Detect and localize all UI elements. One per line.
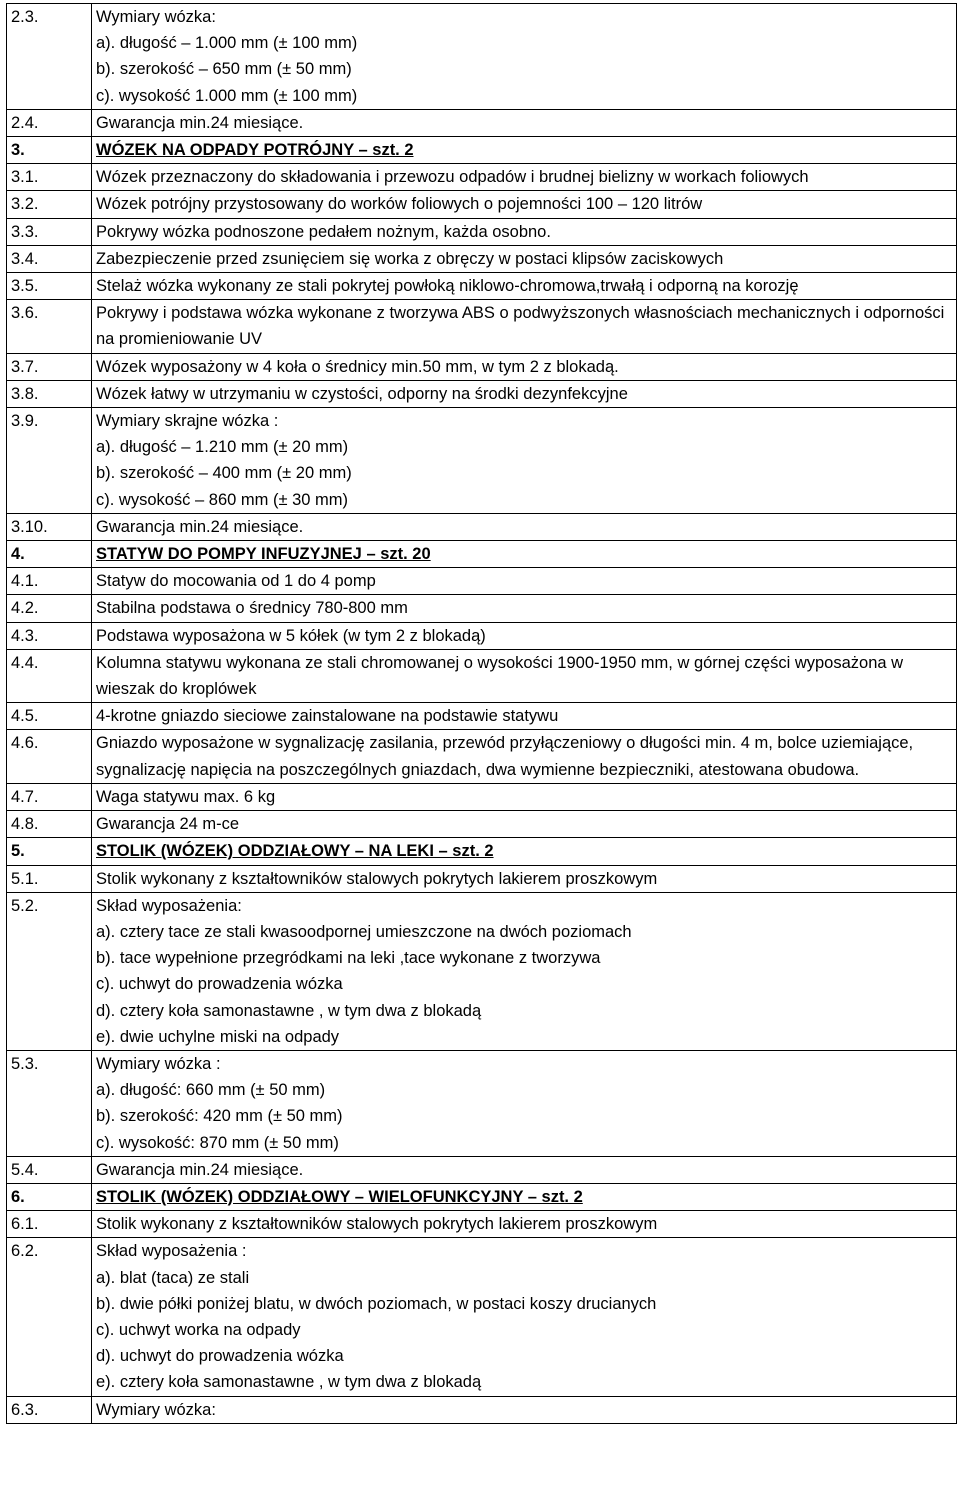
item-description: Kolumna statywu wykonana ze stali chromowanej o wysokości 1900-1950 mm, w górnej części wyposażona w wieszak do kroplówek [92,649,957,702]
item-number: 2.3. [7,4,92,110]
spec-row [7,164,957,191]
item-number: 4.1. [7,568,92,595]
item-number: 4.2. [7,595,92,622]
item-number: 4.4. [7,649,92,702]
spec-row [7,703,957,730]
item-number: 4.5. [7,703,92,730]
item-description: Wózek przeznaczony do składowania i przewozu odpadów i brudnej bielizny w workach foliowych [92,164,957,191]
item-description: Wymiary wózka: [92,1396,957,1423]
spec-row [7,408,957,514]
spec-row [7,1396,957,1423]
spec-row [7,783,957,810]
item-description: Gwarancja min.24 miesiące. [92,513,957,540]
section-title: STOLIK (WÓZEK) ODDZIAŁOWY – NA LEKI – szt. 2 [92,838,957,865]
item-number: 3.2. [7,191,92,218]
spec-row [7,191,957,218]
item-description: Gwarancja min.24 miesiące. [92,1156,957,1183]
item-description: Skład wyposażenia : a). blat (taca) ze stali b). dwie półki poniżej blatu, w dwóch poziomach, w postaci koszy drucianych c). uchwyt worka na odpady d). uchwyt do prowadzenia wózka e). cztery koła samonastawne , w tym dwa z blokadą [92,1238,957,1396]
section-title: STATYW DO POMPY INFUZYJNEJ – szt. 20 [92,541,957,568]
item-number: 4. [7,541,92,568]
spec-row [7,1211,957,1238]
spec-row [7,811,957,838]
spec-row [7,622,957,649]
spec-row [7,892,957,1050]
item-number: 3.6. [7,300,92,353]
item-number: 3.8. [7,380,92,407]
item-description: Gniazdo wyposażone w sygnalizację zasilania, przewód przyłączeniowy o długości min. 4 m, bolce uziemiające, sygnalizację napięcia na poszczególnych gniazdach, dwa wymienne bezpieczniki, atestowana obudowa. [92,730,957,783]
item-number: 3.1. [7,164,92,191]
item-number: 5.2. [7,892,92,1050]
item-description: 4-krotne gniazdo sieciowe zainstalowane na podstawie statywu [92,703,957,730]
spec-row [7,109,957,136]
section-header-row [7,1183,957,1210]
spec-row [7,380,957,407]
spec-row [7,300,957,353]
item-description: Wózek potrójny przystosowany do worków foliowych o pojemności 100 – 120 litrów [92,191,957,218]
section-header-row [7,137,957,164]
item-description: Wymiary wózka : a). długość: 660 mm (± 50 mm) b). szerokość: 420 mm (± 50 mm) c). wysokość: 870 mm (± 50 mm) [92,1050,957,1156]
item-number: 6.3. [7,1396,92,1423]
item-number: 5. [7,838,92,865]
item-description: Zabezpieczenie przed zsunięciem się worka z obręczy w postaci klipsów zaciskowych [92,245,957,272]
section-title: STOLIK (WÓZEK) ODDZIAŁOWY – WIELOFUNKCYJNY – szt. 2 [92,1183,957,1210]
spec-row [7,1156,957,1183]
item-number: 4.8. [7,811,92,838]
item-number: 6. [7,1183,92,1210]
section-header-row [7,838,957,865]
item-number: 5.3. [7,1050,92,1156]
item-number: 6.2. [7,1238,92,1396]
item-number: 3.9. [7,408,92,514]
spec-row [7,730,957,783]
item-number: 4.6. [7,730,92,783]
section-header-row [7,541,957,568]
spec-row [7,4,957,110]
item-number: 3. [7,137,92,164]
item-description: Gwarancja 24 m-ce [92,811,957,838]
item-description: Wózek łatwy w utrzymaniu w czystości, odporny na środki dezynfekcyjne [92,380,957,407]
spec-row [7,1238,957,1396]
item-description: Podstawa wyposażona w 5 kółek (w tym 2 z blokadą) [92,622,957,649]
item-number: 5.1. [7,865,92,892]
item-description: Waga statywu max. 6 kg [92,783,957,810]
section-title: WÓZEK NA ODPADY POTRÓJNY – szt. 2 [92,137,957,164]
item-description: Stabilna podstawa o średnicy 780-800 mm [92,595,957,622]
spec-row [7,245,957,272]
spec-row [7,1050,957,1156]
item-description: Stelaż wózka wykonany ze stali pokrytej powłoką niklowo-chromowa,trwałą i odporną na korozję [92,273,957,300]
item-number: 3.3. [7,218,92,245]
item-description: Wózek wyposażony w 4 koła o średnicy min.50 mm, w tym 2 z blokadą. [92,353,957,380]
specification-table-body [7,4,957,1424]
item-number: 2.4. [7,109,92,136]
item-description: Statyw do mocowania od 1 do 4 pomp [92,568,957,595]
item-description: Stolik wykonany z kształtowników stalowych pokrytych lakierem proszkowym [92,1211,957,1238]
spec-row [7,568,957,595]
spec-row [7,218,957,245]
item-number: 4.7. [7,783,92,810]
spec-row [7,273,957,300]
item-description: Wymiary wózka: a). długość – 1.000 mm (± 100 mm) b). szerokość – 650 mm (± 50 mm) c). wysokość 1.000 mm (± 100 mm) [92,4,957,110]
item-number: 6.1. [7,1211,92,1238]
item-description: Gwarancja min.24 miesiące. [92,109,957,136]
item-number: 5.4. [7,1156,92,1183]
spec-row [7,595,957,622]
spec-row [7,513,957,540]
item-number: 3.4. [7,245,92,272]
item-number: 3.7. [7,353,92,380]
spec-row [7,353,957,380]
item-number: 3.5. [7,273,92,300]
item-number: 3.10. [7,513,92,540]
specification-table [6,3,957,1424]
item-description: Stolik wykonany z kształtowników stalowych pokrytych lakierem proszkowym [92,865,957,892]
item-description: Wymiary skrajne wózka : a). długość – 1.210 mm (± 20 mm) b). szerokość – 400 mm (± 20 mm) c). wysokość – 860 mm (± 30 mm) [92,408,957,514]
item-description: Pokrywy i podstawa wózka wykonane z tworzywa ABS o podwyższonych własnościach mechanicznych i odporności na promieniowanie UV [92,300,957,353]
item-number: 4.3. [7,622,92,649]
item-description: Pokrywy wózka podnoszone pedałem nożnym, każda osobno. [92,218,957,245]
spec-row [7,865,957,892]
item-description: Skład wyposażenia: a). cztery tace ze stali kwasoodpornej umieszczone na dwóch poziomach b). tace wypełnione przegródkami na leki ,tace wykonane z tworzywa c). uchwyt do prowadzenia wózka d). cztery koła samonastawne , w tym dwa z blokadą e). dwie uchylne miski na odpady [92,892,957,1050]
spec-row [7,649,957,702]
